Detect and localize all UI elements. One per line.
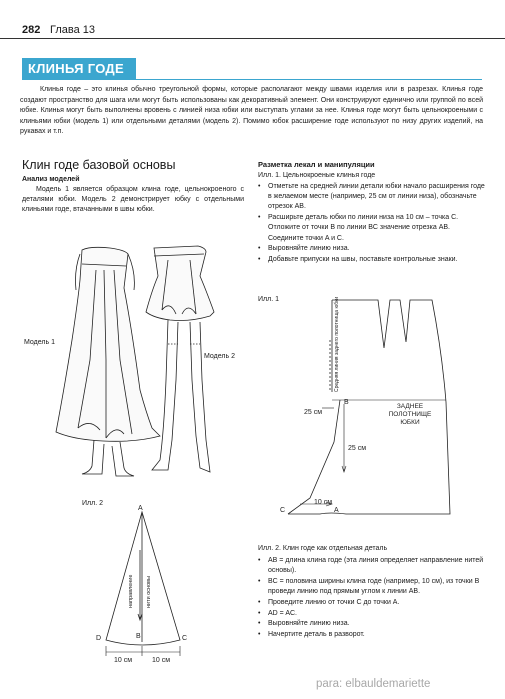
ill2-point-b: B bbox=[136, 633, 141, 640]
ill1-steps bbox=[258, 182, 486, 266]
watermark: para: elbauldemariette bbox=[316, 678, 431, 690]
list-item: • Выровняйте линию низа. bbox=[258, 244, 486, 254]
left-subheading: Анализ моделей bbox=[22, 176, 80, 183]
ill2-subheading: Илл. 2. Клин годе как отдельная деталь bbox=[258, 545, 388, 552]
left-heading: Клин годе базовой основы bbox=[22, 158, 176, 172]
models-illustration bbox=[20, 240, 250, 480]
list-item: • BC = половина ширины клина годе (например, 10 см), из точки B проведи линию под прямым углом к линии AB. bbox=[258, 577, 486, 597]
ill2-diagram bbox=[80, 500, 200, 670]
ill2-grain-line-1: направление bbox=[128, 574, 134, 608]
ill2-steps bbox=[258, 556, 486, 641]
list-item: • Отметьте на средней линии детали юбки начало расширения годе в желаемом месте (например, 25 см от линии низа), обозначьте отрезок AB. bbox=[258, 182, 486, 213]
model-analysis-text: Модель 1 является образцом клина годе, цельнокроеного с деталями юбки. Модель 2 демонстрирует юбку с отдельными клиньями годе, втачанными в швы юбки. bbox=[22, 186, 244, 214]
list-item: • AB = длина клина годе (эта линия определяет направление нитей основы). bbox=[258, 556, 486, 576]
ill1-dim-10: 10 см bbox=[314, 499, 333, 506]
list-item: • Добавьте припуски на швы, поставьте контрольные знаки. bbox=[258, 255, 486, 265]
left-body bbox=[22, 185, 244, 216]
ill2-dim-right: 10 см bbox=[152, 657, 171, 664]
ill2-dim-left: 10 см bbox=[114, 657, 133, 664]
list-item: • Выровняйте линию низа. bbox=[258, 619, 486, 629]
ill1-dim-25-left: 25 см bbox=[304, 409, 323, 416]
chapter-title: Глава 13 bbox=[50, 24, 96, 36]
ill2-point-d: D bbox=[96, 635, 102, 642]
list-item: • Расширьте деталь юбки по линии низа на 10 см – точка C. Отложите от точки B по линии BC значение отрезка AB. Соедините точки A и C. bbox=[258, 213, 486, 244]
page-number: 282 bbox=[22, 24, 41, 36]
ill1-dim-25-down: 25 см bbox=[348, 445, 367, 452]
section-rule bbox=[130, 79, 482, 80]
right-heading: Разметка лекал и манипуляции bbox=[258, 160, 375, 169]
ill2-point-a: A bbox=[138, 505, 143, 512]
list-item: • AD = AC. bbox=[258, 609, 486, 619]
intro-paragraph: Клинья годе – это клинья обычно треугольной формы, которые располагают между швами изделия или в разрезах. Клинья годе создают пространство для шага или могут быть использованы как декоративный элемент. Они конструируют единично или группой по всей юбке. Клинья могут быть выполнены вровень с линией низа юбки или выступать углами за нее. Клинья годе могут быть цельнокроеными с клиньями юбки (модель 1) или отдельными деталями (модель 2). Помимо юбок расширение годе используют по низу других изделий, на рукавах и т.п. bbox=[20, 86, 483, 135]
ill1-point-a: A bbox=[334, 507, 339, 514]
ill1-center-line: Средняя линия заднего полотнища юбки bbox=[334, 296, 340, 392]
header-rule bbox=[0, 38, 505, 39]
model1-label: Модель 1 bbox=[24, 339, 55, 346]
ill1-diagram bbox=[270, 292, 480, 524]
ill1-panel-2: ПОЛОТНИЩЕ bbox=[388, 411, 432, 418]
list-item: • Проведите линию от точки C до точки A. bbox=[258, 598, 486, 608]
model2-label: Модель 2 bbox=[204, 353, 235, 360]
ill1-subheading: Илл. 1. Цельнокроеные клинья годе bbox=[258, 172, 376, 179]
ill1-panel-1: ЗАДНЕЕ bbox=[396, 403, 424, 410]
ill2-label: Илл. 2 bbox=[82, 500, 103, 507]
intro-text bbox=[20, 85, 483, 138]
ill1-point-c: C bbox=[280, 507, 286, 514]
section-title: КЛИНЬЯ ГОДЕ bbox=[22, 58, 136, 80]
ill1-point-b: B bbox=[344, 399, 349, 406]
list-item: • Начертите деталь в разворот. bbox=[258, 630, 486, 640]
ill1-label: Илл. 1 bbox=[258, 296, 279, 303]
ill2-point-c: C bbox=[182, 635, 188, 642]
ill1-panel-3: ЮБКИ bbox=[400, 419, 420, 426]
ill2-grain-line-2: нити основы bbox=[146, 575, 152, 608]
